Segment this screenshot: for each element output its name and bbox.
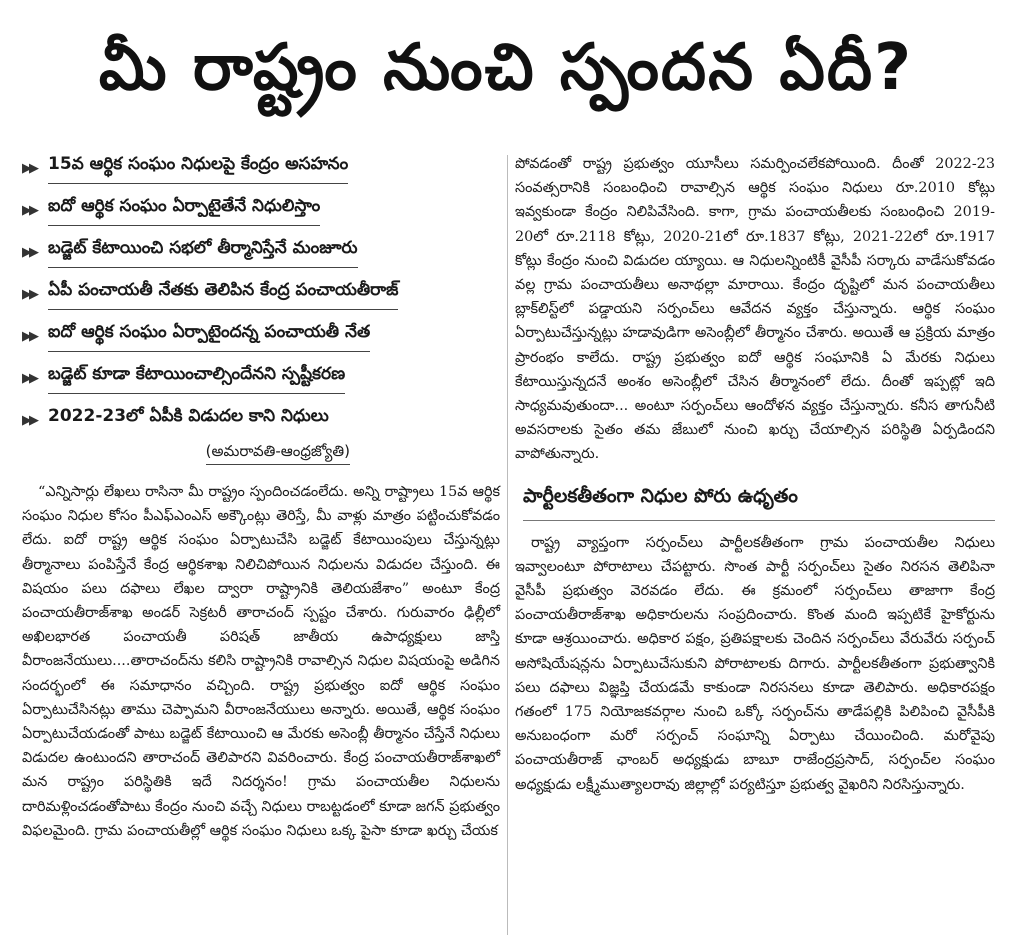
double-arrow-icon: ▶▶: [22, 329, 36, 344]
bullet-point: ▶▶ 15వ ఆర్థిక సంఘం నిధులపై కేంద్రం అసహనం: [22, 152, 500, 185]
article-body-left: “ఎన్నిసార్లు లేఖలు రాసినా మీ రాష్ట్రం స్పందించడంలేదు. అన్ని రాష్ట్రాలు 15వ ఆర్థిక సంఘం నిధుల కోసం పీఎఫ్ఎంఎస్ అక్కౌంట్లు తెరిస్తే, మీ వాళ్లు మాత్రం పట్టించుకోవడం లేదు. ఐదో రాష్ట్ర ఆర్థిక సంఘం ఏర్పాటుచేసి బడ్జెట్ కేటాయింపులు చేస్తున్నట్లు తీర్మానాలు పంపిస్తేనే కేంద్ర ఆర్థికశాఖ నిలిచిపోయిన నిధులను విడుదల చేస్తుంది. ఈ విషయం పలు దఫాలు లేఖల ద్వారా రాష్ట్రానికి తెలియజేశాం” అంటూ కేంద్ర పంచాయతీరాజ్‌శాఖ అండర్ సెక్రటరీ తారాచంద్ స్పష్టం చేశారు. గురువారం ఢిల్లీలో అఖిలభారత పంచాయతీ పరిషత్ జాతీయ ఉపాధ్యక్షులు జాస్తి వీరాంజనేయులు....తారాచంద్‌ను కలిసి రాష్ట్రానికి రావాల్సిన నిధుల విషయంపై అడిగిన సందర్భంలో ఈ సమాధానం వచ్చింది. రాష్ట్ర ప్రభుత్వం ఐదో ఆర్థిక సంఘం ఏర్పాటుచేసినట్లు తాము చెప్పామని వీరాంజనేయులు అన్నారు. అయితే, ఆర్థిక సంఘం ఏర్పాటుచేయడంతో పాటు బడ్జెట్ కేటాయించి ఆ మేరకు అసెంబ్లీ తీర్మానం చేస్తేనే నిధులు విడుదల ఉంటుందని తారాచంద్ తెలిపారని వివరించారు. కేంద్ర పంచాయతీరాజ్‌శాఖలో మన రాష్ట్రం పరిస్థితికి ఇదే నిదర్శనం! గ్రామ పంచాయతీల నిధులను దారిమళ్లించడంతోపాటు కేంద్రం నుంచి వచ్చే నిధులు రాబట్టడంలో కూడా జగన్ ప్రభుత్వం విఫలమైంది. గ్రామ పంచాయతీల్లో ఆర్థిక సంఘం నిధులు ఒక్క పైసా కూడా ఖర్చు చేయక: [22, 484, 500, 839]
double-arrow-icon: ▶▶: [22, 287, 36, 302]
left-column: [22, 152, 500, 843]
double-arrow-icon: ▶▶: [22, 203, 36, 218]
right-column: [515, 152, 995, 797]
byline-credit: (అమరావతి-ఆంధ్రజ్యోతి): [22, 442, 500, 472]
bullet-point: ▶▶ బడ్జెట్ కూడా కేటాయించాల్సిందేనని స్పష్టీకరణ: [22, 362, 500, 395]
double-arrow-icon: ▶▶: [22, 371, 36, 386]
bullet-point: ▶▶ ఐదో ఆర్థిక సంఘం ఏర్పాటైతేనే నిధులిస్తాం: [22, 194, 500, 227]
headline: మీ రాష్ట్రం నుంచి స్పందన ఏదీ?: [98, 31, 914, 105]
bullet-point: ▶▶ ఐదో ఆర్థిక సంఘం ఏర్పాటైందన్న పంచాయతీ నేత: [22, 320, 500, 353]
column-divider: [507, 155, 508, 935]
article-body-right: పోవడంతో రాష్ట్ర ప్రభుత్వం యూసీలు సమర్పించలేకపోయింది. దీంతో 2022-23 సంవత్సరానికి సంబంధించి రావాల్సిన ఆర్థిక సంఘం నిధులు రూ.2010 కోట్లు ఇవ్వకుండా కేంద్రం నిలిపివేసింది. కాగా, గ్రామ పంచాయతీలకు సంబంధించి 2019-20లో రూ.2118 కోట్లు, 2020-21లో రూ.1837 కోట్లు, 2021-22లో రూ.1917 కోట్లు కేంద్రం నుంచి విడుదల య్యాయి. ఆ నిధులన్నింటికీ వైసీపీ సర్కారు వాడేసుకోవడం వల్ల గ్రామ పంచాయతీలు అనాథల్లా మారాయి. కేంద్రం దృష్టిలో మన పంచాయతీలు బ్లాక్‌లిస్ట్‌లో పడ్డాయని సర్పంచ్‌లు ఆవేదన వ్యక్తం చేస్తున్నారు. ఆర్థిక సంఘం ఏర్పాటుచేస్తున్నట్లు హడావుడిగా అసెంబ్లీలో తీర్మానం చేశారు. అయితే ఆ ప్రక్రియ మాత్రం ప్రారంభం కాలేదు. రాష్ట్ర ప్రభుత్వం ఐదో ఆర్థిక సంఘానికి ఏ మేరకు నిధులు కేటాయిస్తున్నదనే అంశం అసెంబ్లీలో చేసిన తీర్మానంలో లేదు. దీంతో ఇప్పట్లో ఇది సాధ్యమవుతుందా... అంటూ సర్పంచ్‌లు ఆందోళన వ్యక్తం చేస్తున్నారు. కనీస తాగునీటి అవసరాలకు సైతం తమ జేబులో నుంచి ఖర్చు చేయాల్సిన పరిస్థితి ఏర్పడిందని వాపోతున్నారు.: [515, 156, 995, 463]
bullet-point: ▶▶ బడ్జెట్ కేటాయించి సభలో తీర్మానిస్తేనే మంజూరు: [22, 236, 500, 269]
double-arrow-icon: ▶▶: [22, 245, 36, 260]
double-arrow-icon: ▶▶: [22, 161, 36, 176]
subheading: పార్టీలకతీతంగా నిధుల పోరు ఉధృతం: [523, 485, 995, 521]
double-arrow-icon: ▶▶: [22, 413, 36, 428]
bullet-point: ▶▶ 2022-23లో ఏపీకి విడుదల కాని నిధులు: [22, 406, 329, 428]
article-body-right-continued: రాష్ట్ర వ్యాప్తంగా సర్పంచ్‌లు పార్టీలకతీతంగా గ్రామ పంచాయతీల నిధులు ఇవ్వాలంటూ పోరాటాలు చేపట్టారు. సొంత పార్టీ సర్పంచ్‌లు సైతం నిరసన తెలిపినా వైసీపీ ప్రభుత్వం వెరవడం లేదు. ఈ క్రమంలో సర్పంచ్‌లు తాజాగా కేంద్ర పంచాయతీరాజ్‌శాఖ అధికారులను సంప్రదించారు. కొంత మంది ఇప్పటికే హైకోర్టును కూడా ఆశ్రయించారు. అధికార పక్షం, ప్రతిపక్షాలకు చెందిన సర్పంచ్‌లు వేరువేరు సర్పంచ్ అసోషియేషన్లను ఏర్పాటుచేసుకుని పోరాటాలకు దిగారు. పార్టీలకతీతంగా ప్రభుత్వానికి పలు దఫాలు విజ్ఞప్తి చేయడమే కాకుండా నిరసనలు కూడా తెలిపారు. అధికారపక్షం గతంలో 175 నియోజకవర్గాల నుంచి ఒక్కో సర్పంచ్‌ను తాడేపల్లికి పిలిపించి వైసీపీకి అనుబంధంగా మరో సర్పంచ్ సంఘాన్ని ఏర్పాటు చేయించింది. మరోవైపు పంచాయతీరాజ్ ఛాంబర్ అధ్యక్షుడు బాబూ రాజేంద్రప్రసాద్, సర్పంచ్‌ల సంఘం అధ్యక్షుడు లక్ష్మీముత్యాలరావు జిల్లాల్లో పర్యటిస్తూ ప్రభుత్వ వైఖరిని నిరసిస్తున్నారు.: [515, 534, 995, 793]
bullet-point: ▶▶ ఏపీ పంచాయతీ నేతకు తెలిపిన కేంద్ర పంచాయతీరాజ్: [22, 278, 500, 311]
